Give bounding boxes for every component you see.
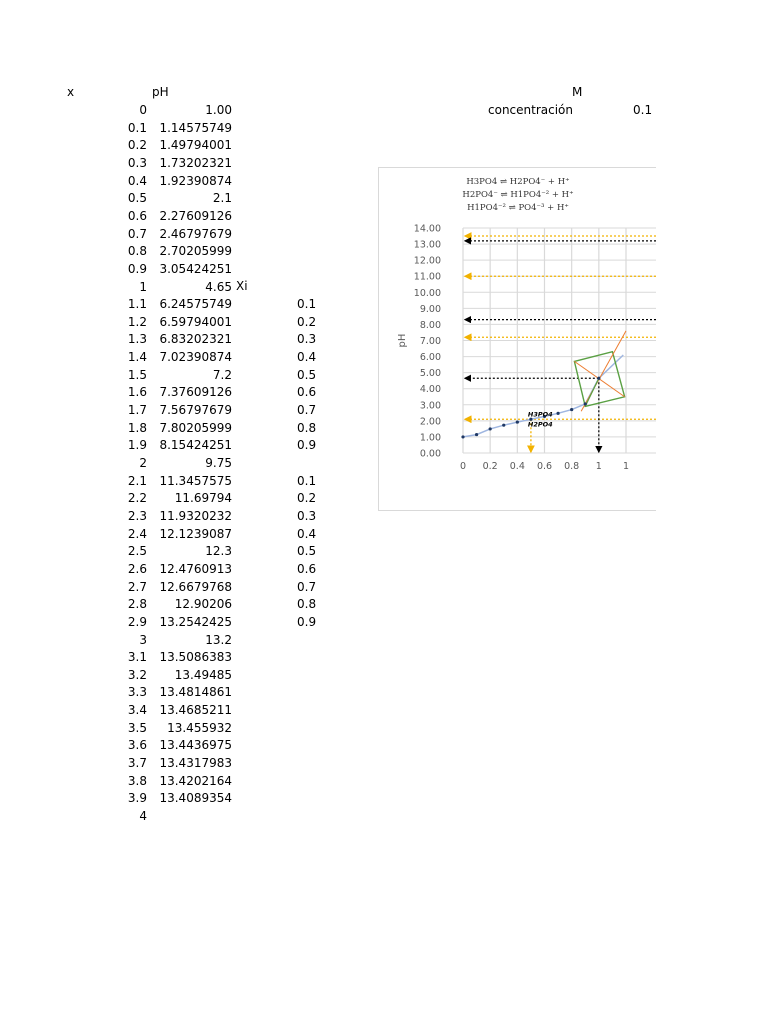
cell-ph[interactable]: 12.3 xyxy=(205,544,232,559)
y-tick-label: 8.00 xyxy=(419,319,441,331)
cell-xi[interactable]: 0.5 xyxy=(297,544,317,559)
cell-x[interactable]: 2.9 xyxy=(127,614,147,629)
cell-ph[interactable]: 13.2 xyxy=(205,632,232,647)
cell-xi[interactable]: 0.5 xyxy=(297,367,317,382)
cell-xi[interactable]: 0.4 xyxy=(297,350,317,365)
cell-ph[interactable]: 7.56797679 xyxy=(159,403,232,418)
cell-x[interactable]: 4 xyxy=(139,809,147,823)
cell-x[interactable]: 2.8 xyxy=(127,597,147,612)
cell-xi[interactable]: 0.2 xyxy=(297,491,317,506)
cell-x[interactable]: 2.2 xyxy=(127,491,147,506)
x-tick-label: 0.6 xyxy=(536,461,553,472)
cell-x[interactable]: 1.7 xyxy=(127,403,147,418)
cell-ph[interactable]: 7.80205999 xyxy=(159,420,232,435)
cell-ph[interactable]: 9.75 xyxy=(205,456,232,470)
cell-ph[interactable]: 1.00 xyxy=(205,103,232,117)
cell-ph[interactable]: 13.455932 xyxy=(167,720,232,735)
equation-2: H2PO4⁻ ⇌ H1PO4⁻² + H⁺ xyxy=(462,190,574,200)
cell-ph[interactable]: 1.73202321 xyxy=(159,155,232,170)
cell-x[interactable]: 1.8 xyxy=(127,420,147,435)
cell-xi[interactable]: 0.6 xyxy=(297,561,317,576)
cell-x[interactable]: 3.1 xyxy=(127,650,147,665)
cell-ph[interactable]: 2.27609126 xyxy=(159,208,232,223)
cell-x[interactable]: 2.5 xyxy=(127,544,147,559)
y-tick-label: 1.00 xyxy=(419,432,441,444)
cell-xi[interactable]: 0.1 xyxy=(297,473,317,488)
cell-ph[interactable]: 7.37609126 xyxy=(159,385,232,400)
cell-x[interactable]: 3 xyxy=(139,632,147,647)
y-tick-label: 4.00 xyxy=(419,384,441,396)
data-point xyxy=(584,402,587,405)
data-point xyxy=(570,408,573,411)
data-point xyxy=(475,433,478,436)
cell-xi[interactable]: 0.8 xyxy=(297,420,317,435)
cell-ph[interactable]: 4.65 xyxy=(205,279,232,294)
equation-1: H3PO4 ⇌ H2PO4⁻ + H⁺ xyxy=(466,177,570,187)
cell-xi[interactable]: 0.7 xyxy=(297,403,317,418)
x-tick-label: 0.8 xyxy=(564,461,580,472)
label-xi[interactable]: Xi xyxy=(236,279,248,293)
cell-ph[interactable]: 13.4814861 xyxy=(159,685,232,700)
cell-ph[interactable]: 2.70205999 xyxy=(159,244,232,259)
y-tick-label: 11.00 xyxy=(413,271,441,283)
cell-ph[interactable]: 6.83202321 xyxy=(159,332,232,347)
x-tick-label: 0 xyxy=(459,461,467,472)
y-tick-label: 14.00 xyxy=(413,223,441,235)
cell-x[interactable]: 0.3 xyxy=(127,155,147,170)
cell-x[interactable]: 0.4 xyxy=(127,173,147,188)
cell-x[interactable]: 3.7 xyxy=(127,756,147,771)
cell-ph[interactable]: 2.1 xyxy=(212,191,232,206)
y-tick-label: 9.00 xyxy=(419,303,441,315)
data-point xyxy=(502,424,505,427)
cell-ph[interactable]: 7.2 xyxy=(212,367,232,382)
y-tick-label: 6.00 xyxy=(419,352,441,364)
equation-3: H1PO4⁻² ⇌ PO4⁻³ + H⁺ xyxy=(467,203,569,213)
data-point xyxy=(461,435,464,438)
cell-xi[interactable]: 0.9 xyxy=(297,614,317,629)
cell-ph[interactable]: 13.4685211 xyxy=(159,703,232,718)
cell-x[interactable]: 0.5 xyxy=(127,191,147,206)
cell-ph[interactable]: 13.4317983 xyxy=(159,756,232,771)
cell-x[interactable]: 1.6 xyxy=(127,385,147,400)
tangent-diagonal xyxy=(585,378,599,406)
cell-x[interactable]: 3.9 xyxy=(127,791,147,806)
cell-ph[interactable]: 8.15424251 xyxy=(159,438,232,453)
cell-x[interactable]: 2.6 xyxy=(127,561,147,576)
cell-x[interactable]: 1.4 xyxy=(127,350,147,365)
cell-x[interactable]: 2.1 xyxy=(127,473,147,488)
cell-ph[interactable]: 7.02390874 xyxy=(159,350,232,365)
cell-xi[interactable]: 0.3 xyxy=(297,508,317,523)
cell-ph[interactable]: 2.46797679 xyxy=(159,226,232,241)
cell-x[interactable]: 3.6 xyxy=(127,738,147,753)
cell-ph[interactable]: 13.4089354 xyxy=(159,791,232,806)
cell-x[interactable]: 2 xyxy=(139,456,147,470)
cell-ph[interactable]: 12.1239087 xyxy=(159,526,232,541)
cell-x[interactable]: 2.3 xyxy=(127,508,147,523)
cell-xi[interactable]: 0.3 xyxy=(297,332,317,347)
cell-x[interactable]: 0.7 xyxy=(127,226,147,241)
cell-ph[interactable]: 1.92390874 xyxy=(159,173,232,188)
y-axis-label: pH xyxy=(397,333,408,348)
data-point xyxy=(516,420,519,423)
cell-ph[interactable]: 1.14575749 xyxy=(159,120,232,135)
cell-x[interactable]: 1.3 xyxy=(127,332,147,347)
cell-ph[interactable]: 12.4760913 xyxy=(159,561,232,576)
cell-xi[interactable]: 0.9 xyxy=(297,438,317,453)
cell-ph[interactable]: 11.3457575 xyxy=(159,473,232,488)
cell-x[interactable]: 3.3 xyxy=(127,685,147,700)
cell-x[interactable]: 3.8 xyxy=(127,773,147,788)
x-tick-label: 0.2 xyxy=(482,461,498,472)
y-tick-label: 13.00 xyxy=(413,239,441,251)
cell-ph[interactable]: 6.59794001 xyxy=(159,314,232,329)
cell-x[interactable]: 3.2 xyxy=(127,667,147,682)
cell-ph[interactable]: 3.05424251 xyxy=(159,261,232,276)
y-tick-label: 0.00 xyxy=(419,448,441,460)
data-point xyxy=(597,377,600,380)
cell-x[interactable]: 1.9 xyxy=(127,438,147,453)
data-point xyxy=(489,427,492,430)
cell-xi[interactable]: 0.7 xyxy=(297,579,317,594)
annotation-h2po4: H2PO4 xyxy=(527,420,553,429)
data-point xyxy=(556,412,559,415)
cell-ph[interactable]: 13.2542425 xyxy=(159,614,232,629)
cell-x[interactable]: 3.4 xyxy=(127,703,147,718)
cell-x[interactable]: 1.2 xyxy=(127,314,147,329)
x-tick-label: 0.4 xyxy=(509,461,525,472)
chart[interactable] xyxy=(378,167,656,511)
cell-xi[interactable]: 0.1 xyxy=(297,297,317,312)
cell-x[interactable]: 0.2 xyxy=(127,138,147,153)
y-tick-label: 5.00 xyxy=(419,368,441,380)
cell-ph[interactable]: 13.4202164 xyxy=(159,773,232,788)
cell-xi[interactable]: 0.2 xyxy=(297,314,317,329)
cell-ph[interactable]: 11.69794 xyxy=(174,491,232,506)
x-tick-label: 1 xyxy=(622,461,630,472)
chart-svg xyxy=(379,168,656,510)
cell-x[interactable]: 0.9 xyxy=(127,261,147,276)
cell-x[interactable]: 1.5 xyxy=(127,367,147,382)
cell-xi[interactable]: 0.8 xyxy=(297,597,317,612)
y-tick-label: 3.00 xyxy=(419,400,441,412)
cell-xi[interactable]: 0.4 xyxy=(297,526,317,541)
cell-x[interactable]: 0 xyxy=(139,103,147,117)
cell-ph[interactable]: 12.6679768 xyxy=(159,579,232,594)
y-tick-label: 12.00 xyxy=(413,255,441,267)
cell-ph[interactable]: 1.49794001 xyxy=(159,138,232,153)
y-tick-label: 10.00 xyxy=(413,287,441,299)
annotation-h3po4: H3PO4 xyxy=(527,410,553,419)
cell-x[interactable]: 3.5 xyxy=(127,720,147,735)
cell-x[interactable]: 0.8 xyxy=(127,244,147,259)
cell-xi[interactable]: 0.6 xyxy=(297,385,317,400)
cell-ph[interactable]: 13.4436975 xyxy=(159,738,232,753)
header-m[interactable]: M xyxy=(572,85,583,99)
cell-ph[interactable]: 12.90206 xyxy=(174,597,232,612)
header-ph[interactable]: pH xyxy=(152,85,169,99)
cell-x[interactable]: 2.4 xyxy=(127,526,147,541)
cell-ph[interactable]: 13.5086383 xyxy=(159,650,232,665)
cell-ph[interactable]: 11.9320232 xyxy=(159,508,232,523)
x-tick-label: 1 xyxy=(595,461,602,472)
label-concentracion[interactable]: concentración xyxy=(488,103,574,117)
cell-ph[interactable]: 13.49485 xyxy=(174,667,232,682)
concentracion-value[interactable]: 0.1 xyxy=(633,103,653,117)
cell-x[interactable]: 0.1 xyxy=(127,120,147,135)
y-tick-label: 2.00 xyxy=(419,416,441,428)
cell-x[interactable]: 1 xyxy=(139,279,147,294)
header-x[interactable]: x xyxy=(67,85,75,99)
cell-x[interactable]: 0.6 xyxy=(127,208,147,223)
cell-ph[interactable]: 6.24575749 xyxy=(159,297,232,312)
y-tick-label: 7.00 xyxy=(419,336,441,347)
cell-x[interactable]: 1.1 xyxy=(127,297,147,312)
cell-x[interactable]: 2.7 xyxy=(127,579,147,594)
